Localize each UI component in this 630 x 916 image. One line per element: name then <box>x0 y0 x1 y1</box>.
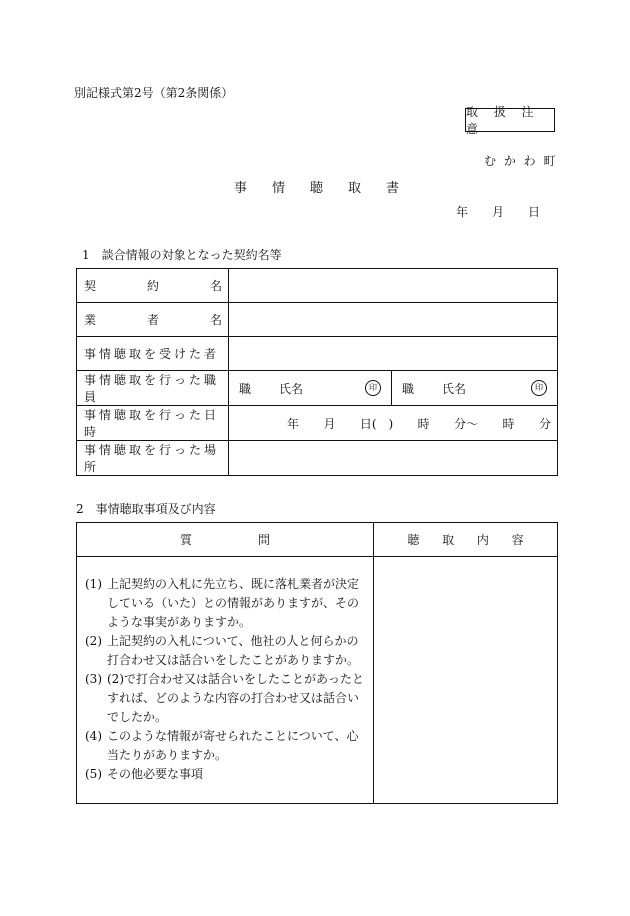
handling-notice-text: 取 扱 注 意 <box>466 105 540 136</box>
content-column-header <box>374 523 558 557</box>
header-char: 内 <box>476 533 489 547</box>
datetime-month: 月 <box>323 416 336 431</box>
interview-header-row <box>77 523 558 557</box>
officer-field-2[interactable] <box>392 371 558 406</box>
document-title: 事 情 聴 取 書 <box>234 181 406 196</box>
question-column-header <box>77 523 374 557</box>
interview-body-row <box>77 557 558 804</box>
label-char: 業 <box>84 313 97 327</box>
date-year: 年 <box>456 205 469 219</box>
datetime-day: 日( ) <box>359 416 394 431</box>
question-number: (2) <box>85 634 102 648</box>
question-number: (4) <box>85 729 102 743</box>
company-name-label <box>77 303 229 337</box>
officer-name-label: 氏名 <box>442 381 467 396</box>
officer-title-label: 職 <box>239 381 252 396</box>
officer-name-label: 氏名 <box>279 381 304 396</box>
label-char: 名 <box>209 279 222 293</box>
header-char: 問 <box>257 533 270 547</box>
datetime-field[interactable] <box>229 406 558 441</box>
question-item <box>85 765 367 784</box>
date-month: 月 <box>492 205 505 219</box>
label-char: 者 <box>146 313 159 327</box>
label-char: 契 <box>84 279 97 293</box>
question-list <box>85 575 367 784</box>
interviewee-field[interactable] <box>229 337 558 371</box>
row-company-name <box>77 303 558 337</box>
place-label: 事情聴取を行った場所 <box>77 441 229 476</box>
interview-table <box>76 522 558 804</box>
question-number: (5) <box>85 767 102 781</box>
row-contract-name <box>77 269 558 303</box>
label-char: 名 <box>209 313 222 327</box>
label-char: 約 <box>146 279 159 293</box>
row-interviewee <box>77 337 558 371</box>
header-char: 質 <box>179 533 192 547</box>
row-place <box>77 441 558 476</box>
place-field[interactable] <box>229 441 558 476</box>
interview-content-field[interactable] <box>374 557 558 804</box>
question-text: (2)で打合わせ又は話合いをしたことがあったとすれば、どのような内容の打合わせ又は話合いでしたか。 <box>107 672 364 724</box>
question-text: 上記契約の入札に先立ち、既に落札業者が決定している（いた）との情報がありますが、そのような事実がありますか。 <box>107 577 360 629</box>
datetime-minute-end: 分 <box>538 416 551 431</box>
officer-title-label: 職 <box>402 381 415 396</box>
question-number: (3) <box>85 672 102 686</box>
form-label: 別記様式第2号（第2条関係） <box>74 86 234 100</box>
contract-name-label <box>77 269 229 303</box>
datetime-year: 年 <box>287 416 300 431</box>
officer-field-1[interactable] <box>229 371 392 406</box>
contract-name-field[interactable] <box>229 269 558 303</box>
datetime-hour-start: 時 <box>417 416 430 431</box>
datetime-hour-end: 時 <box>502 416 515 431</box>
question-text: このような情報が寄せられたことについて、心当たりがありますか。 <box>107 729 359 762</box>
officer-label: 事情聴取を行った職員 <box>77 371 229 406</box>
question-item <box>85 670 367 727</box>
section2-heading: 2 事情聴取事項及び内容 <box>76 502 216 516</box>
section1-heading: 1 談合情報の対象となった契約名等 <box>82 248 282 262</box>
datetime-minute-start: 分〜 <box>454 416 479 431</box>
question-text: 上記契約の入札について、他社の人と何らかの打合わせ又は話合いをしたことがありますか。 <box>107 634 360 667</box>
seal-icon: 印 <box>365 380 381 396</box>
interviewee-label: 事情聴取を受けた者 <box>77 337 229 371</box>
handling-notice-box <box>465 105 555 136</box>
header-char: 取 <box>442 533 455 547</box>
contract-info-table <box>76 268 558 476</box>
question-item <box>85 632 367 670</box>
row-datetime <box>77 406 558 441</box>
seal-icon: 印 <box>531 380 547 396</box>
row-officer <box>77 371 558 406</box>
date-day: 日 <box>528 205 541 219</box>
datetime-label: 事情聴取を行った日時 <box>77 406 229 441</box>
header-char: 容 <box>511 533 524 547</box>
company-name-field[interactable] <box>229 303 558 337</box>
question-item <box>85 575 367 632</box>
town-name: む か わ 町 <box>484 154 558 168</box>
question-number: (1) <box>85 577 102 591</box>
header-char: 聴 <box>407 533 420 547</box>
question-item <box>85 727 367 765</box>
question-list-cell <box>77 557 374 804</box>
question-text: その他必要な事項 <box>107 767 204 781</box>
